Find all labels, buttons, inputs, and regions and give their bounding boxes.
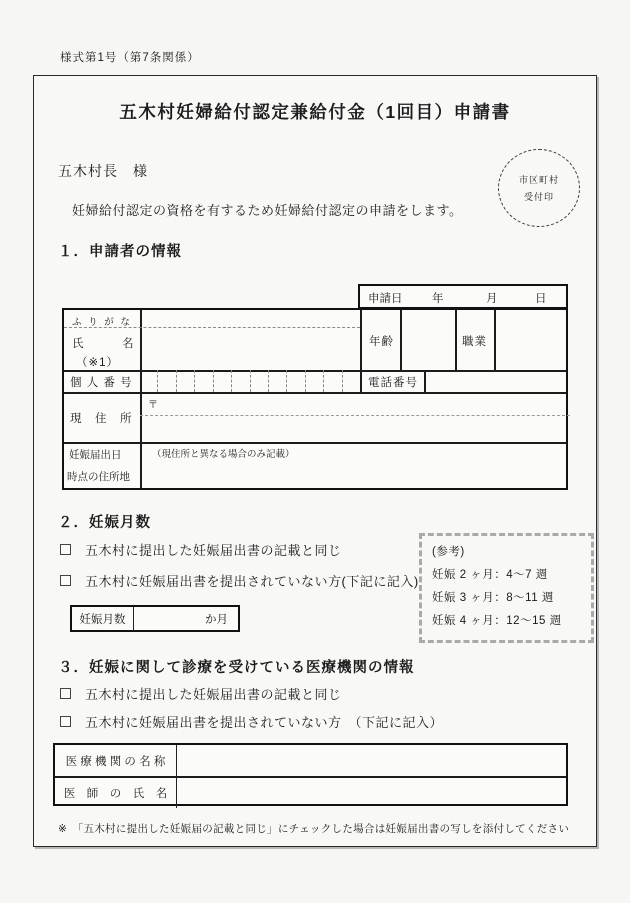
name-input-area[interactable] [142,328,359,369]
pn-cell[interactable] [195,370,213,392]
sec3-check-label-1: 五木村に提出した妊娠届出書の記載と同じ [85,687,342,702]
phone-input-area[interactable] [426,370,570,392]
doctor-name-row [55,777,566,808]
stamp-line2: 受付印 [523,192,554,202]
pn-cell[interactable] [306,370,324,392]
address-input-area[interactable] [142,393,570,441]
notify-note: （現住所と異なる場合のみ記載） [152,449,295,460]
sec2-checkbox-1[interactable] [60,544,71,555]
right-block-divider [360,310,362,392]
addressee-label: 五木村長 様 [58,163,148,179]
sec3-checkbox-2[interactable] [60,716,71,727]
sec3-check-label-2: 五木村に妊娠届出書を提出されていない方 （下記に記入） [85,715,444,730]
notify-address-input-area[interactable] [142,443,570,491]
doctor-name-input-area[interactable] [179,777,568,807]
personal-number-label: 個 人 番 号 [70,377,133,389]
pn-cell[interactable] [232,370,250,392]
address-label: 現 住 所 [70,413,133,425]
section1-heading: １．申請者の情報 [58,244,182,260]
furigana-label: ふ り が な [72,317,132,328]
pn-cell[interactable] [251,370,269,392]
pregnancy-months-table [70,605,240,632]
reference-line-1: 妊娠 2 ヶ月：4～7 週 [432,569,548,581]
reference-line-2: 妊娠 3 ヶ月：8～11 週 [432,592,554,604]
age-cell-divider [400,310,402,370]
section3-heading: ３．妊娠に関して診療を受けている医療機関の情報 [58,660,415,676]
months-unit-label: か月 [205,613,228,626]
footer-note: ※ 「五木村に提出した妊娠届の記載と同じ」にチェックした場合は妊娠届出書の写しを添付してください [58,823,570,835]
form-title: 五木村妊婦給付認定兼給付金（1回目）申請書 [119,102,511,122]
pn-cell[interactable] [287,370,305,392]
age-input-area[interactable] [403,310,455,370]
furigana-input-area[interactable] [142,310,359,327]
medical-name-row [55,745,566,776]
month-label: 月 [486,293,498,305]
personal-number-cells[interactable] [140,370,360,392]
sec2-check-row-2 [60,571,419,590]
months-input-area[interactable] [134,607,238,630]
pn-cell[interactable] [324,370,342,392]
name-note-label: （※1） [76,357,120,369]
form-code-label: 様式第1号（第7条関係） [60,52,200,64]
notify-label-line1: 妊娠届出日 [69,449,122,461]
occupation-label: 職業 [462,336,487,348]
pn-cell[interactable] [140,370,158,392]
sec3-checkbox-1[interactable] [60,688,71,699]
pn-cell[interactable] [158,370,176,392]
reference-line-3: 妊娠 4 ヶ月：12～15 週 [432,615,562,627]
declaration-text: 妊婦給付認定の資格を有するため妊婦給付認定の申請をします。 [72,203,463,218]
notify-label-line2: 時点の住所地 [67,471,130,483]
year-label: 年 [432,293,444,305]
reference-box [419,533,594,643]
sec3-check-row-1 [60,684,342,703]
application-date-box[interactable] [358,284,568,309]
pn-cell[interactable] [214,370,232,392]
medical-institution-table [53,743,568,806]
pn-cell[interactable] [269,370,287,392]
sec2-check-row-1 [60,540,342,559]
phone-label: 電話番号 [368,377,418,389]
months-label: 妊娠月数 [72,607,134,630]
pn-cell[interactable] [177,370,195,392]
sec2-check-label-1: 五木村に提出した妊娠届出書の記載と同じ [85,543,342,558]
medical-name-input-area[interactable] [179,745,568,776]
sec2-checkbox-2[interactable] [60,575,71,586]
reference-title: (参考) [432,546,465,558]
sec3-check-row-2 [60,712,443,731]
name-label: 氏 名 [72,338,135,350]
doctor-name-label: 医 師 の 氏 名 [55,777,177,808]
age-label: 年齢 [369,336,394,348]
section2-heading: ２．妊娠月数 [58,515,151,531]
reception-stamp-circle [498,149,580,227]
sec2-check-label-2: 五木村に妊娠届出書を提出されていない方(下記に記入) [85,574,419,589]
occupation-left-divider [455,310,457,370]
application-date-label: 申請日 [368,293,403,305]
occupation-input-area[interactable] [496,310,570,370]
day-label: 日 [535,293,547,305]
postal-mark: 〒 [148,400,158,411]
stamp-line1: 市区町村 [518,175,559,185]
pn-cell[interactable] [343,370,360,392]
medical-name-label: 医 療 機 関 の 名 称 [55,745,177,776]
applicant-info-table [62,308,568,490]
